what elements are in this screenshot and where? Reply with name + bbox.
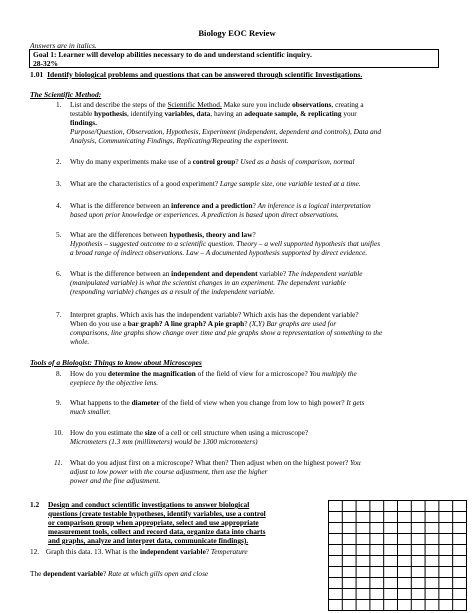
q1-bold-b: hypothesis: [94, 109, 127, 118]
question-11: [54, 458, 460, 485]
question-12: [30, 547, 330, 556]
q5-text-b: ?: [252, 230, 256, 239]
q1-text-e: , identifying: [126, 109, 165, 118]
q1-text-f: , having an: [210, 109, 245, 118]
q1-text-underlined: Scientific Method.: [167, 100, 222, 109]
objective-line-4: measurement tools, collect and record data, organize data into charts: [48, 527, 266, 536]
question-5: [56, 230, 456, 257]
question-2: [56, 157, 456, 166]
answers-note: Answers are in italics.: [30, 41, 97, 50]
objective-1-01: [30, 70, 362, 79]
goal-line-1: Goal 1: Learner will develop abilities necessary to do and understand scientific inquiry.: [33, 50, 312, 59]
q9-bold: diameter: [131, 398, 160, 407]
q1-text-a: List and describe the steps of the: [70, 100, 168, 109]
q8-answer-line-1: eyepiece by the objective lens.: [70, 378, 159, 387]
q1-bold-d: adequate sample, & replicating: [244, 109, 342, 118]
q12-answer: Temperature: [210, 547, 248, 556]
question-number: 2.: [56, 157, 62, 166]
objective-number: 1.01: [30, 70, 44, 79]
q12-bold: independent variable: [139, 547, 206, 556]
question-number: 8.: [56, 369, 62, 378]
q11-answer-line-2: power and the fine adjustment.: [70, 476, 161, 485]
question-9: [56, 398, 456, 416]
question-13-dependent: [30, 569, 330, 578]
objective-line-2: questions (create testable hypotheses, identify variables, use a control: [48, 509, 266, 518]
q3-answer: Large sample size, one variable tested at a time.: [219, 179, 361, 188]
q1-answer-line-2: Analysis, Communicating Findings, Replicating/Repeating the experiment.: [70, 136, 289, 145]
question-number: 9.: [56, 398, 62, 407]
q5-answer-line-1: Hypothesis – suggested outcome to a scientific question. Theory – a well supported hypothesis that unifies: [70, 239, 381, 248]
q2-answer: Used as a basis of comparison, normal: [240, 157, 355, 166]
section-scientific-method: The Scientific Method:: [30, 90, 102, 99]
q10-bold: size: [144, 428, 157, 437]
q7-text-c: ?: [244, 319, 250, 328]
q5-answer-line-2: a broad range of indirect observations. Law – A documented hypothesis supported by direct evidence.: [70, 248, 368, 257]
question-number: 7.: [56, 310, 62, 319]
objective-line-1: Design and conduct scientific investigations to answer biological: [48, 500, 250, 509]
question-number: 5.: [56, 230, 62, 239]
q2-bold: control group: [192, 157, 236, 166]
question-6: [56, 269, 456, 296]
question-number: 3.: [56, 179, 62, 188]
q7-answer-line-0: (X,Y) Bar graphs are used for: [249, 319, 337, 328]
q6-answer-line-0: The independent variable: [287, 269, 363, 278]
objective-1-2: [30, 500, 330, 545]
q1-bold-c: variables, data: [164, 109, 211, 118]
q12-text-b: ?: [205, 547, 211, 556]
objective-text: Identify biological problems and questions that can be answered through scientific Investigations.: [47, 70, 363, 79]
question-7: [56, 310, 456, 346]
question-number: 6.: [56, 269, 62, 278]
q2-text-b: ?: [235, 157, 241, 166]
q1-text-c: , creating a: [331, 100, 364, 109]
question-10: [54, 428, 454, 446]
q7-answer-line-2: whole.: [70, 337, 90, 346]
q12-text-a: Graph this data. 13. What is the: [45, 547, 140, 556]
q6-bold: independent and dependent: [171, 269, 258, 278]
q4-text-b: ?: [252, 201, 258, 210]
q1-bold-e: findings.: [70, 118, 97, 127]
q4-text-a: What is the difference between an: [70, 201, 172, 210]
q13-text-a: The: [30, 569, 44, 578]
q7-answer-line-1: comparisons, line graphs show change over time and pie graphs show a representation of something to the: [70, 328, 383, 337]
q1-answer-line-1: Purpose/Question, Observation, Hypothesis, Experiment (independent, dependent and controls), Data and: [70, 127, 382, 136]
q7-text-b: When do you use a: [70, 319, 128, 328]
q4-answer-line-1: An inference is a logical interpretation: [257, 201, 371, 210]
q6-answer-line-2: (responding variable) changes as a result of the independent variable.: [70, 287, 275, 296]
q13-bold: dependent variable: [43, 569, 103, 578]
q3-text: What are the characteristics of a good experiment?: [70, 179, 220, 188]
q11-text: What do you adjust first on a microscope? What then? Then adjust when on the highest power?: [70, 458, 350, 467]
q5-text-a: What are the differences between: [70, 230, 170, 239]
q9-text-a: What happens to the: [70, 398, 132, 407]
q1-text-g: your: [341, 109, 357, 118]
question-number: 10.: [54, 428, 64, 437]
q5-bold: hypothesis, theory and law: [169, 230, 253, 239]
q11-answer-line-0: You: [349, 458, 361, 467]
q6-text-a: What is the difference between an: [70, 269, 172, 278]
question-number: 1.: [56, 100, 62, 109]
q4-bold: inference and a prediction: [171, 201, 253, 210]
q10-answer-line-1: Micrometers (1.3 mm (millimeters) would be 1300 micrometers): [70, 437, 258, 446]
q7-text-a: Interpret graphs. Which axis has the independent variable? Which axis has the dependent variable?: [70, 310, 359, 319]
question-1: [56, 100, 456, 145]
q1-bold-a: observations: [292, 100, 332, 109]
graph-grid: [328, 500, 467, 611]
question-number: 12.: [30, 547, 40, 556]
q6-answer-line-1: (manipulated variable) is what the scientist changes in an experiment. The dependent variable: [70, 278, 346, 287]
q11-answer-line-1: adjust to low power with the course adjustment, then use the higher: [70, 467, 268, 476]
question-3: [56, 179, 456, 188]
objective-line-5: and graphs, analyze and interpret data, communicate findings).: [48, 536, 249, 545]
page-title: Biology EOC Review: [198, 28, 276, 38]
q10-text-a: How do you estimate the: [70, 428, 145, 437]
objective-number: 1.2: [30, 500, 40, 509]
q9-text-b: of the field of view when you change from low to high power?: [159, 398, 347, 407]
question-number: 4.: [56, 201, 62, 210]
q2-text-a: Why do many experiments make use of a: [70, 157, 193, 166]
goal-line-2: 28-32%: [33, 59, 58, 68]
question-8: [56, 369, 456, 387]
q1-text-b: Make sure you include: [221, 100, 293, 109]
section-microscopes: Tools of a Biologist: Things to know about Microscopes: [30, 358, 202, 367]
q7-bold: bar graph? A line graph? A pie graph: [127, 319, 245, 328]
q1-text-d: testable: [70, 109, 95, 118]
q4-answer-line-2: based upon prior knowledge or experiences. A prediction is based upon direct observations.: [70, 210, 339, 219]
q8-text-a: How do you: [70, 369, 108, 378]
q8-answer-line-0: You multiply the: [309, 369, 357, 378]
q10-text-b: of a cell or cell structure when using a microscope?: [156, 428, 309, 437]
q13-answer: Rate at which gills open and close: [108, 569, 209, 578]
q6-text-b: variable?: [257, 269, 288, 278]
q9-answer-line-1: much smaller.: [70, 407, 111, 416]
q8-text-b: of the field of view for a microscope?: [195, 369, 310, 378]
objective-line-3: or comparison group when appropriate, select and use appropriate: [48, 518, 259, 527]
q9-answer-line-0: It gets: [346, 398, 365, 407]
question-4: [56, 201, 456, 219]
q8-bold: determine the magnification: [107, 369, 196, 378]
question-number: 11.: [54, 458, 63, 467]
q13-text-b: ?: [102, 569, 109, 578]
goal-box: [29, 49, 439, 68]
